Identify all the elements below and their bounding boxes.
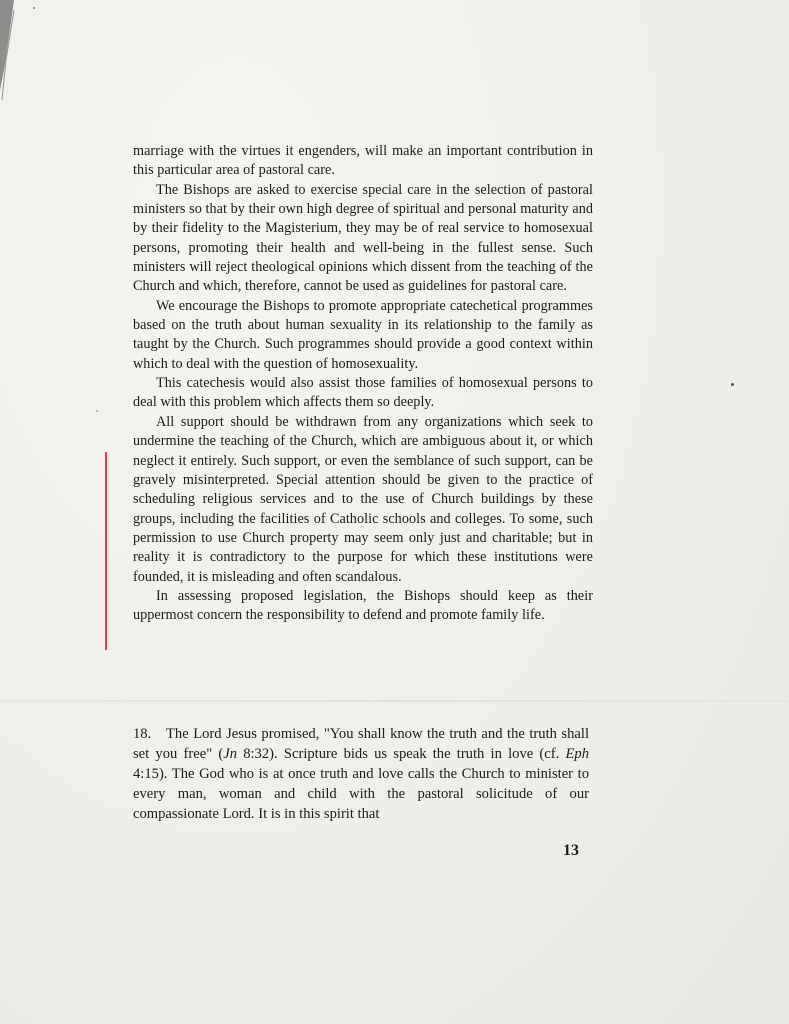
section-text-part1: The Lord Jesus promised, "You shall know the truth and the truth shall set you free" (	[133, 726, 589, 762]
scripture-ref-eph: Eph	[565, 745, 589, 762]
section-text-part2: 8:32). Scripture bids us speak the truth in love (cf.	[237, 745, 566, 762]
paragraph-withdraw-support: All support should be withdrawn from any organizations which seek to undermine the teaching of the Church, which are ambiguous about it, or which neglect it entirely. Such support, or even the semblance of such support, can be gravely misinterpreted. Special attention should be given to the practice of scheduling religious services and to the use of Church buildings by these groups, including the facilities of Catholic schools and colleges. To some, such permission to use Church property may seem only just and charitable; but in reality it is contradictory to the purpose for which these institutions were founded, it is misleading and often scandalous.	[133, 413, 593, 585]
corner-smudge	[0, 0, 40, 110]
paragraph-pastoral-ministers: The Bishops are asked to exercise special care in the selection of pastoral ministers so that by their own high degree of spiritual and personal maturity and by their fidelity to the Magisterium, they may be of real service to homosexual persons, promoting their health and well-being in the fullest sense. Such ministers will reject theological opinions which dissent from the teaching of the Church and which, therefore, cannot be used as guidelines for pastoral care.	[133, 181, 593, 295]
speck	[96, 410, 98, 412]
scripture-ref-jn: Jn	[223, 745, 237, 762]
section-18	[133, 725, 589, 825]
body-text	[133, 142, 593, 626]
paragraph-catechesis-families: This catechesis would also assist those families of homosexual persons to deal with this problem which affects them so deeply.	[133, 375, 593, 411]
section-18-paragraph	[133, 725, 589, 825]
paper-fold	[0, 700, 789, 702]
page-number: 13	[563, 842, 579, 859]
speck	[731, 383, 734, 386]
paragraph-catechetical-programmes: We encourage the Bishops to promote appropriate catechetical programmes based on the truth about human sexuality in its relationship to the family as taught by the Church. Such programmes should provide a good context within which to deal with the question of homosexuality.	[133, 297, 593, 372]
paragraph-legislation: In assessing proposed legislation, the Bishops should keep as their uppermost concern the responsibility to defend and promote family life.	[133, 587, 593, 624]
continued-paragraph: marriage with the virtues it engenders, will make an important contribution in this particular area of pastoral care.	[133, 143, 593, 179]
section-number: 18.	[133, 726, 152, 742]
section-text-part3: 4:15). The God who is at once truth and love calls the Church to minister to every man, woman and child with the pastoral solicitude of our compassionate Lord. It is in this spirit that	[133, 765, 589, 822]
margin-highlight-mark	[105, 452, 107, 650]
